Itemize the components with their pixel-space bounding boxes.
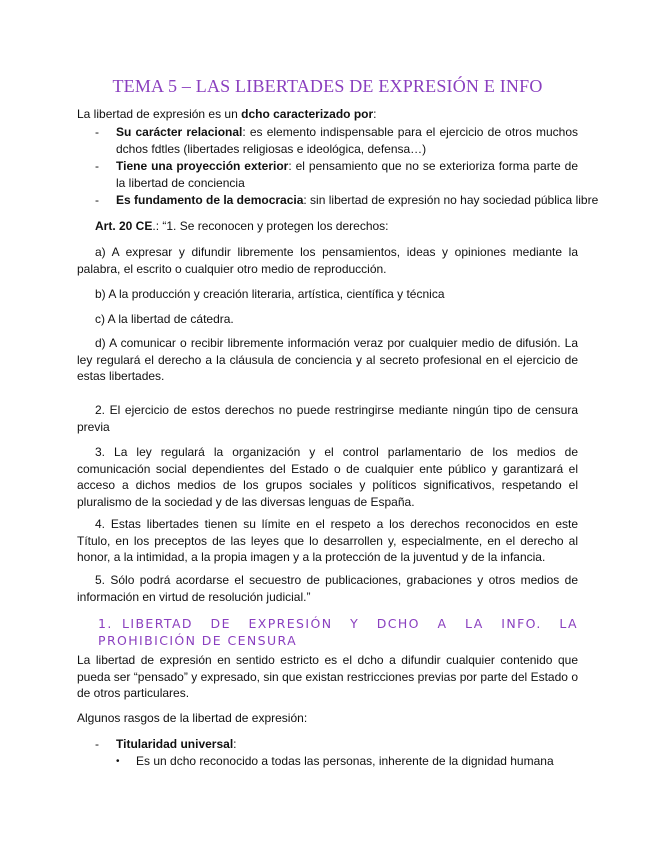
- article-ref: Art. 20 CE: [95, 219, 153, 233]
- feature-bold: Tiene una proyección exterior: [116, 159, 289, 173]
- intro-bold: dcho caracterizado por: [241, 107, 374, 121]
- list-dash: -: [95, 125, 99, 139]
- rasgo-bold: Titularidad universal: [116, 737, 234, 751]
- feature-bold: Su carácter relacional: [116, 125, 243, 139]
- article-paragraph-5: 5. Sólo podrá acordarse el secuestro de publicaciones, grabaciones y otros medios de información en virtud de resolución judicial.”: [77, 573, 578, 604]
- feature-item-proyeccion: [116, 158, 578, 191]
- rasgo-item-titularidad: [116, 736, 578, 753]
- article-paragraph-4: 4. Estas libertades tienen su límite en el respeto a los derechos reconocidos en este Título, en los preceptos de las leyes que lo desarrollen y, especialmente, en el derecho al honor, a la intimidad, a la propia imagen y a la protección de la juventud y de la infancia.: [77, 517, 578, 564]
- list-dash: -: [95, 159, 99, 173]
- article-paragraph-2: 2. El ejercicio de estos derechos no puede restringirse mediante ningún tipo de censura previa: [77, 403, 578, 434]
- section-1-paragraph: La libertad de expresión en sentido estricto es el dcho a difundir cualquier contenido que pueda ser “pensado” y expresado, sin que existan restricciones previas por parte del Estado o de otros particulares.: [77, 653, 578, 700]
- bullet-icon: •: [116, 756, 120, 767]
- article-item-b: b) A la producción y creación literaria, artística, científica y técnica: [95, 287, 445, 301]
- feature-text: : el pensamiento que no se exterioriza forma parte de la libertad de conciencia: [116, 159, 578, 190]
- intro-text: La libertad de expresión es un: [77, 107, 242, 121]
- section-1-heading-text: LIBERTAD DE EXPRESIÓN Y DCHO A LA INFO. LA PROHIBICIÓN DE CENSURA: [98, 616, 578, 648]
- list-dash: -: [95, 737, 99, 751]
- list-dash: -: [95, 193, 99, 207]
- feature-item-democracia: [116, 192, 599, 209]
- article-item-a: a) A expresar y difundir libremente los pensamientos, ideas y opiniones mediante la palabra, el escrito o cualquier otro medio de reproducción.: [77, 245, 578, 276]
- document-title: TEMA 5 – LAS LIBERTADES DE EXPRESIÓN E INFO: [112, 76, 543, 96]
- section-1-heading: [98, 615, 578, 649]
- article-ref-rest: .: “1. Se reconocen y protegen los derechos:: [152, 219, 389, 233]
- rasgo-colon: :: [233, 737, 237, 751]
- article-paragraph-3: 3. La ley regulará la organización y el control parlamentario de los medios de comunicación social dependientes del Estado o de cualquier ente público y garantizará el acceso a dichos medios de los grupos sociales y políticos significativos, respetando el pluralismo de la sociedad y de las diversas lenguas de España.: [77, 445, 578, 509]
- feature-item-relacional: [116, 124, 578, 157]
- intro-paragraph: [77, 106, 578, 123]
- rasgos-heading: [77, 710, 578, 727]
- article-item-c: c) A la libertad de cátedra.: [95, 312, 234, 326]
- feature-text: : sin libertad de expresión no hay sociedad pública libre: [303, 193, 599, 207]
- intro-colon: :: [373, 107, 377, 121]
- feature-bold: Es fundamento de la democracia: [116, 193, 304, 207]
- section-1-number: 1.: [98, 616, 113, 631]
- rasgos-colon: :: [303, 711, 308, 725]
- rasgo-subitem: Es un dcho reconocido a todas las personas, inherente de la dignidad humana: [136, 754, 554, 768]
- rasgos-label: Algunos rasgos de la libertad de expresión: [77, 711, 304, 725]
- article-item-d: d) A comunicar o recibir libremente información veraz por cualquier medio de difusión. La ley regulará el derecho a la cláusula de conciencia y al secreto profesional en el ejercicio de estas libertades.: [77, 336, 578, 383]
- feature-text: : es elemento indispensable para el ejercicio de otros muchos dchos fdtles (libertades religiosas e ideológica, defensa…): [116, 125, 579, 156]
- article-heading: [77, 218, 578, 235]
